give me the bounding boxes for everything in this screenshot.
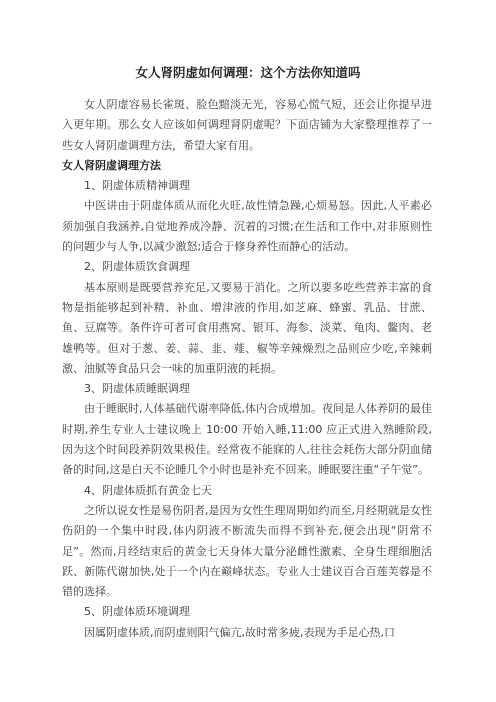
item-paragraph: 由于睡眠时,人体基础代谢率降低,体内合成增加。夜间是人体养阴的最佳时期,养生专业人士建议晚上 10:00 开始入睡,11:00 应正式进入熟睡阶段,因为这个时间段养阴效果极佳。经常夜不能寐的人,往往会耗伤大部分阴血储备的时间,这是白天不论睡几个小时也是补充不回来。睡眠要注重“子午觉”。: [62, 402, 432, 477]
item-heading: 3、阴虚体质睡眠调理: [84, 382, 190, 396]
section-title: 女人肾阴虚调理方法: [62, 158, 161, 172]
item-heading: 5、阴虚体质环境调理: [84, 605, 190, 619]
article-body: [62, 95, 432, 643]
item-paragraph: 因属阴虚体质,而阴虚则阳气偏亢,故时常多疲,表现为手足心热,口: [84, 625, 395, 639]
item-paragraph: 中医讲由于阴虚体质从而化火旺,故性情急躁,心烦易怒。因此,人平素必须加强自我涵养,自觉地养成冷静、沉着的习惯;在生活和工作中,对非原则性的问题少与人争,以减少激怒;适合于修身养性而静心的活动。: [62, 199, 432, 254]
item-paragraph: 之所以说女性是易伤阴者,是因为女性生理周期如约而至,月经期就是女性伤阴的一个集中时段,体内阴液不断流失而得不到补充,便会出现“阴常不足”。然而,月经结束后的黄金七天身体大量分泌雌性激素、全身生理细胞活跃、新陈代谢加快,处于一个内在巅峰状态。专业人士建议百合百莲芙蓉是不错的选择。: [62, 503, 432, 599]
item-heading: 2、阴虚体质饮食调理: [84, 260, 190, 274]
article-title: 女人肾阴虚如何调理：这个方法你知道吗: [135, 65, 361, 80]
item-heading: 4、阴虚体质抓有黄金七天: [84, 483, 212, 497]
item-heading: 1、阴虚体质精神调理: [84, 179, 190, 193]
intro-paragraph: 女人阴虚容易长雀斑、脸色黯淡无光，容易心慌气短，还会让你提早进入更年期。那么女人应该如何调理肾阴虚呢？下面店铺为大家整理推荐了一些女人肾阴虚调理方法，希望大家有用。: [62, 98, 432, 152]
item-paragraph: 基本原则是既要营养充足,又要易于消化。之所以要多吃些营养丰富的食物是指能够起到补精、补血、增津液的作用,如芝麻、蜂蜜、乳品、甘蔗、鱼、豆腐等。条件许可者可食用燕窝、银耳、海参、淡菜、龟肉、鳖肉、老雄鸭等。但对于葱、姜、蒜、韭、薤、椒等辛辣燥烈之品则应少吃,辛辣刺激、油腻等食品只会一味的加重阴液的耗损。: [62, 280, 432, 375]
